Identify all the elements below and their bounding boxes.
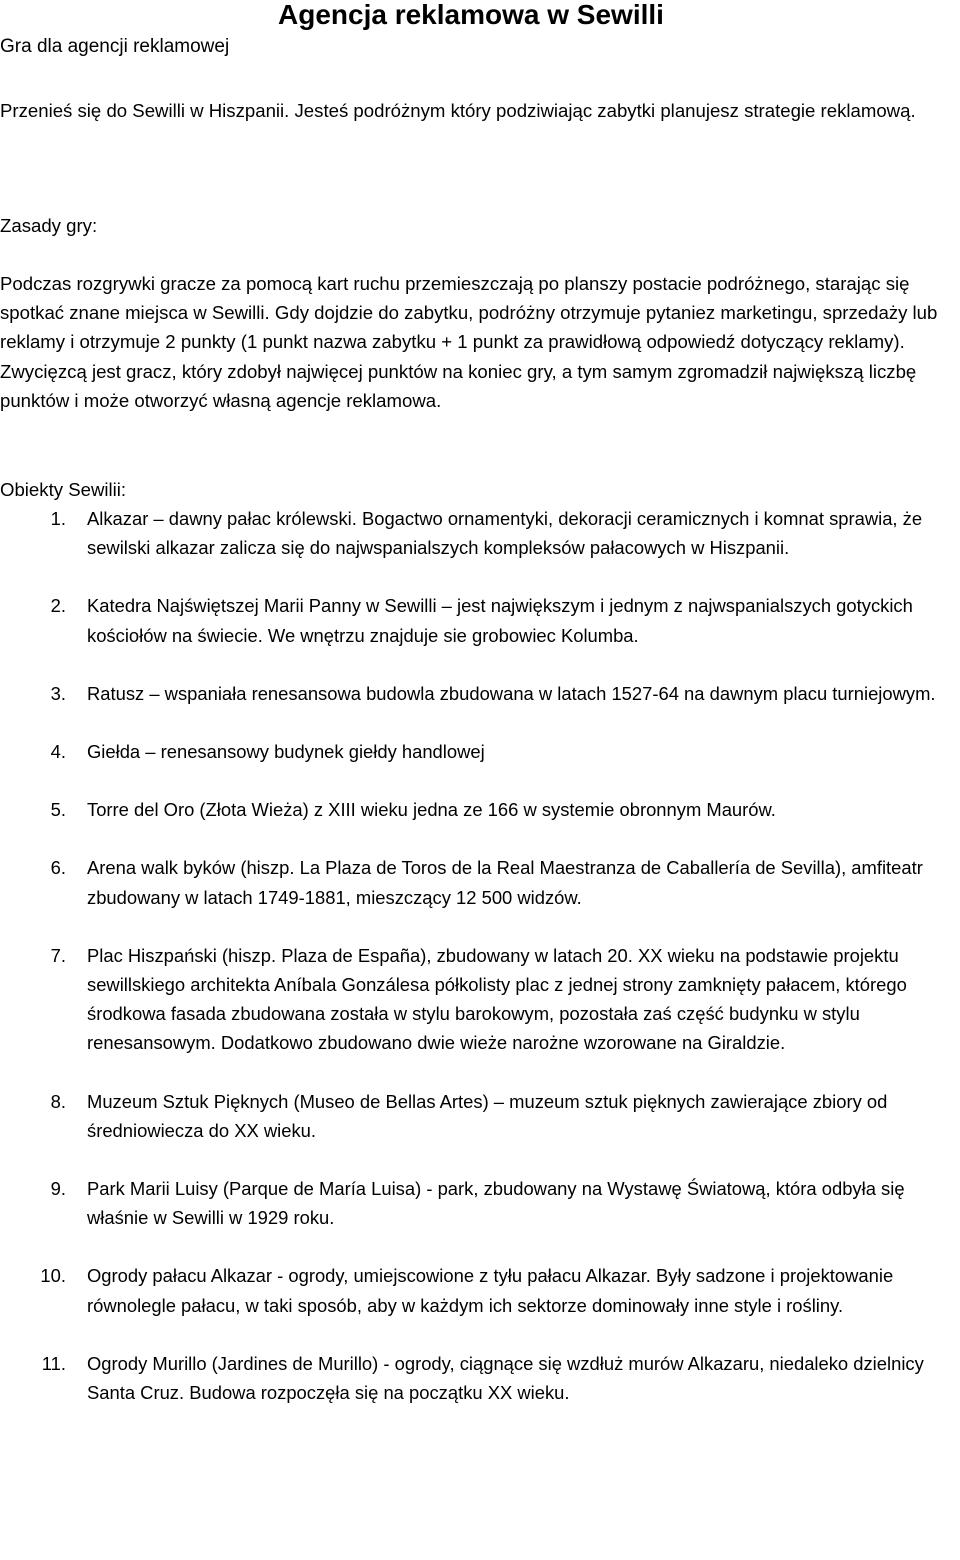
- list-item: [0, 941, 958, 1058]
- list-item-text: Muzeum Sztuk Pięknych (Museo de Bellas Artes) – muzeum sztuk pięknych zawierające zbiory od średniowiecza do XX wieku.: [87, 1090, 888, 1141]
- list-item-text: Giełda – renesansowy budynek giełdy handlowej: [87, 741, 485, 763]
- list-item-number: 11.: [41, 1352, 66, 1374]
- list-item: [0, 1087, 958, 1145]
- list-item-text: Alkazar – dawny pałac królewski. Bogactwo ornamentyki, dekoracji ceramicznych i komnat sprawia, że sewilski alkazar zalicza się do najwspanialszych kompleksów pałacowych w Hiszpanii.: [87, 508, 923, 559]
- list-item-number: 1.: [50, 508, 66, 529]
- list-item-number: 8.: [50, 1090, 66, 1112]
- list-item: [0, 795, 958, 824]
- intro-paragraph: Przenieś się do Sewilli w Hiszpanii. Jesteś podróżnym który podziwiając zabytki planujesz strategie reklamową.: [0, 100, 916, 121]
- list-item: [0, 737, 958, 766]
- list-item-text: Ogrody pałacu Alkazar - ogrody, umiejscowione z tyłu pałacu Alkazar. Były sadzone i projektowanie równolegle pałacu, w taki sposób, aby w każdym ich sektorze dominowały inne style i rośliny.: [87, 1265, 894, 1316]
- list-item: [0, 1261, 958, 1319]
- list-item-text: Arena walk byków (hiszp. La Plaza de Toros de la Real Maestranza de Caballería de Sevilla), amfiteatr zbudowany w latach 1749-1881, mieszczący 12 500 widzów.: [87, 857, 923, 908]
- list-item: [0, 853, 958, 911]
- list-item-number: 7.: [50, 944, 66, 966]
- list-item-number: 10.: [40, 1265, 66, 1287]
- objects-list: [0, 504, 958, 1407]
- list-item-text: Ratusz – wspaniała renesansowa budowla zbudowana w latach 1527-64 na dawnym placu turniejowym.: [87, 682, 936, 704]
- objects-heading: Obiekty Sewilii:: [0, 479, 127, 500]
- document-subtitle: Gra dla agencji reklamowej: [0, 36, 230, 57]
- list-item-number: 3.: [50, 682, 66, 704]
- list-item-text: Plac Hiszpański (hiszp. Plaza de España), zbudowany w latach 20. XX wieku na podstawie projektu sewillskiego architekta Aníbala Gonzálesa półkolisty plac z jednej strony zamknięty pałacem, którego środkowa fasada zbudowana została w stylu barokowym, pozostała zaś część budynku w stylu renesansowym. Dodatkowo zbudowano dwie wieże narożne wzorowane na Giraldzie.: [87, 944, 907, 1054]
- list-item-text: Park Marii Luisy (Parque de María Luisa) - park, zbudowany na Wystawę Światową, która odbyła się właśnie w Sewilli w 1929 roku.: [87, 1178, 905, 1229]
- list-item-number: 9.: [50, 1178, 66, 1200]
- document-title: Agencja reklamowa w Sewilli: [278, 0, 664, 30]
- list-item-text: Katedra Najświętszej Marii Panny w Sewilli – jest największym i jednym z najwspanialszych gotyckich kościołów na świecie. We wnętrzu znajduje sie grobowiec Kolumba.: [87, 595, 913, 646]
- list-item-text: Ogrody Murillo (Jardines de Murillo) - ogrody, ciągnące się wzdłuż murów Alkazaru, niedaleko dzielnicy Santa Cruz. Budowa rozpoczęła się na początku XX wieku.: [87, 1352, 924, 1404]
- list-item: [0, 1349, 958, 1407]
- list-item: [0, 679, 958, 708]
- list-item: [0, 591, 958, 649]
- list-item-text: Torre del Oro (Złota Wieża) z XIII wieku jedna ze 166 w systemie obronnym Maurów.: [87, 799, 776, 821]
- rules-paragraph: Podczas rozgrywki gracze za pomocą kart ruchu przemieszczają po planszy postacie podróżnego, starając się spotkać znane miejsca w Sewilli. Gdy dojdzie do zabytku, podróżny otrzymuje pytaniez marketingu, sprzedaży lub reklamy i otrzymuje 2 punkty (1 punkt nazwa zabytku + 1 punkt za prawidłową odpowiedź dotyczący reklamy). Zwycięzcą jest gracz, który zdobył najwięcej punktów na koniec gry, a tym samym zgromadził największą liczbę punktów i może otworzyć własną agencje reklamowa.: [0, 273, 938, 411]
- list-item: [0, 1174, 958, 1232]
- list-item-number: 6.: [50, 857, 66, 879]
- list-item-number: 2.: [50, 595, 66, 617]
- rules-heading: Zasady gry:: [0, 215, 98, 236]
- list-item-number: 5.: [50, 799, 66, 821]
- list-item-number: 4.: [50, 741, 66, 763]
- list-item: [0, 504, 958, 562]
